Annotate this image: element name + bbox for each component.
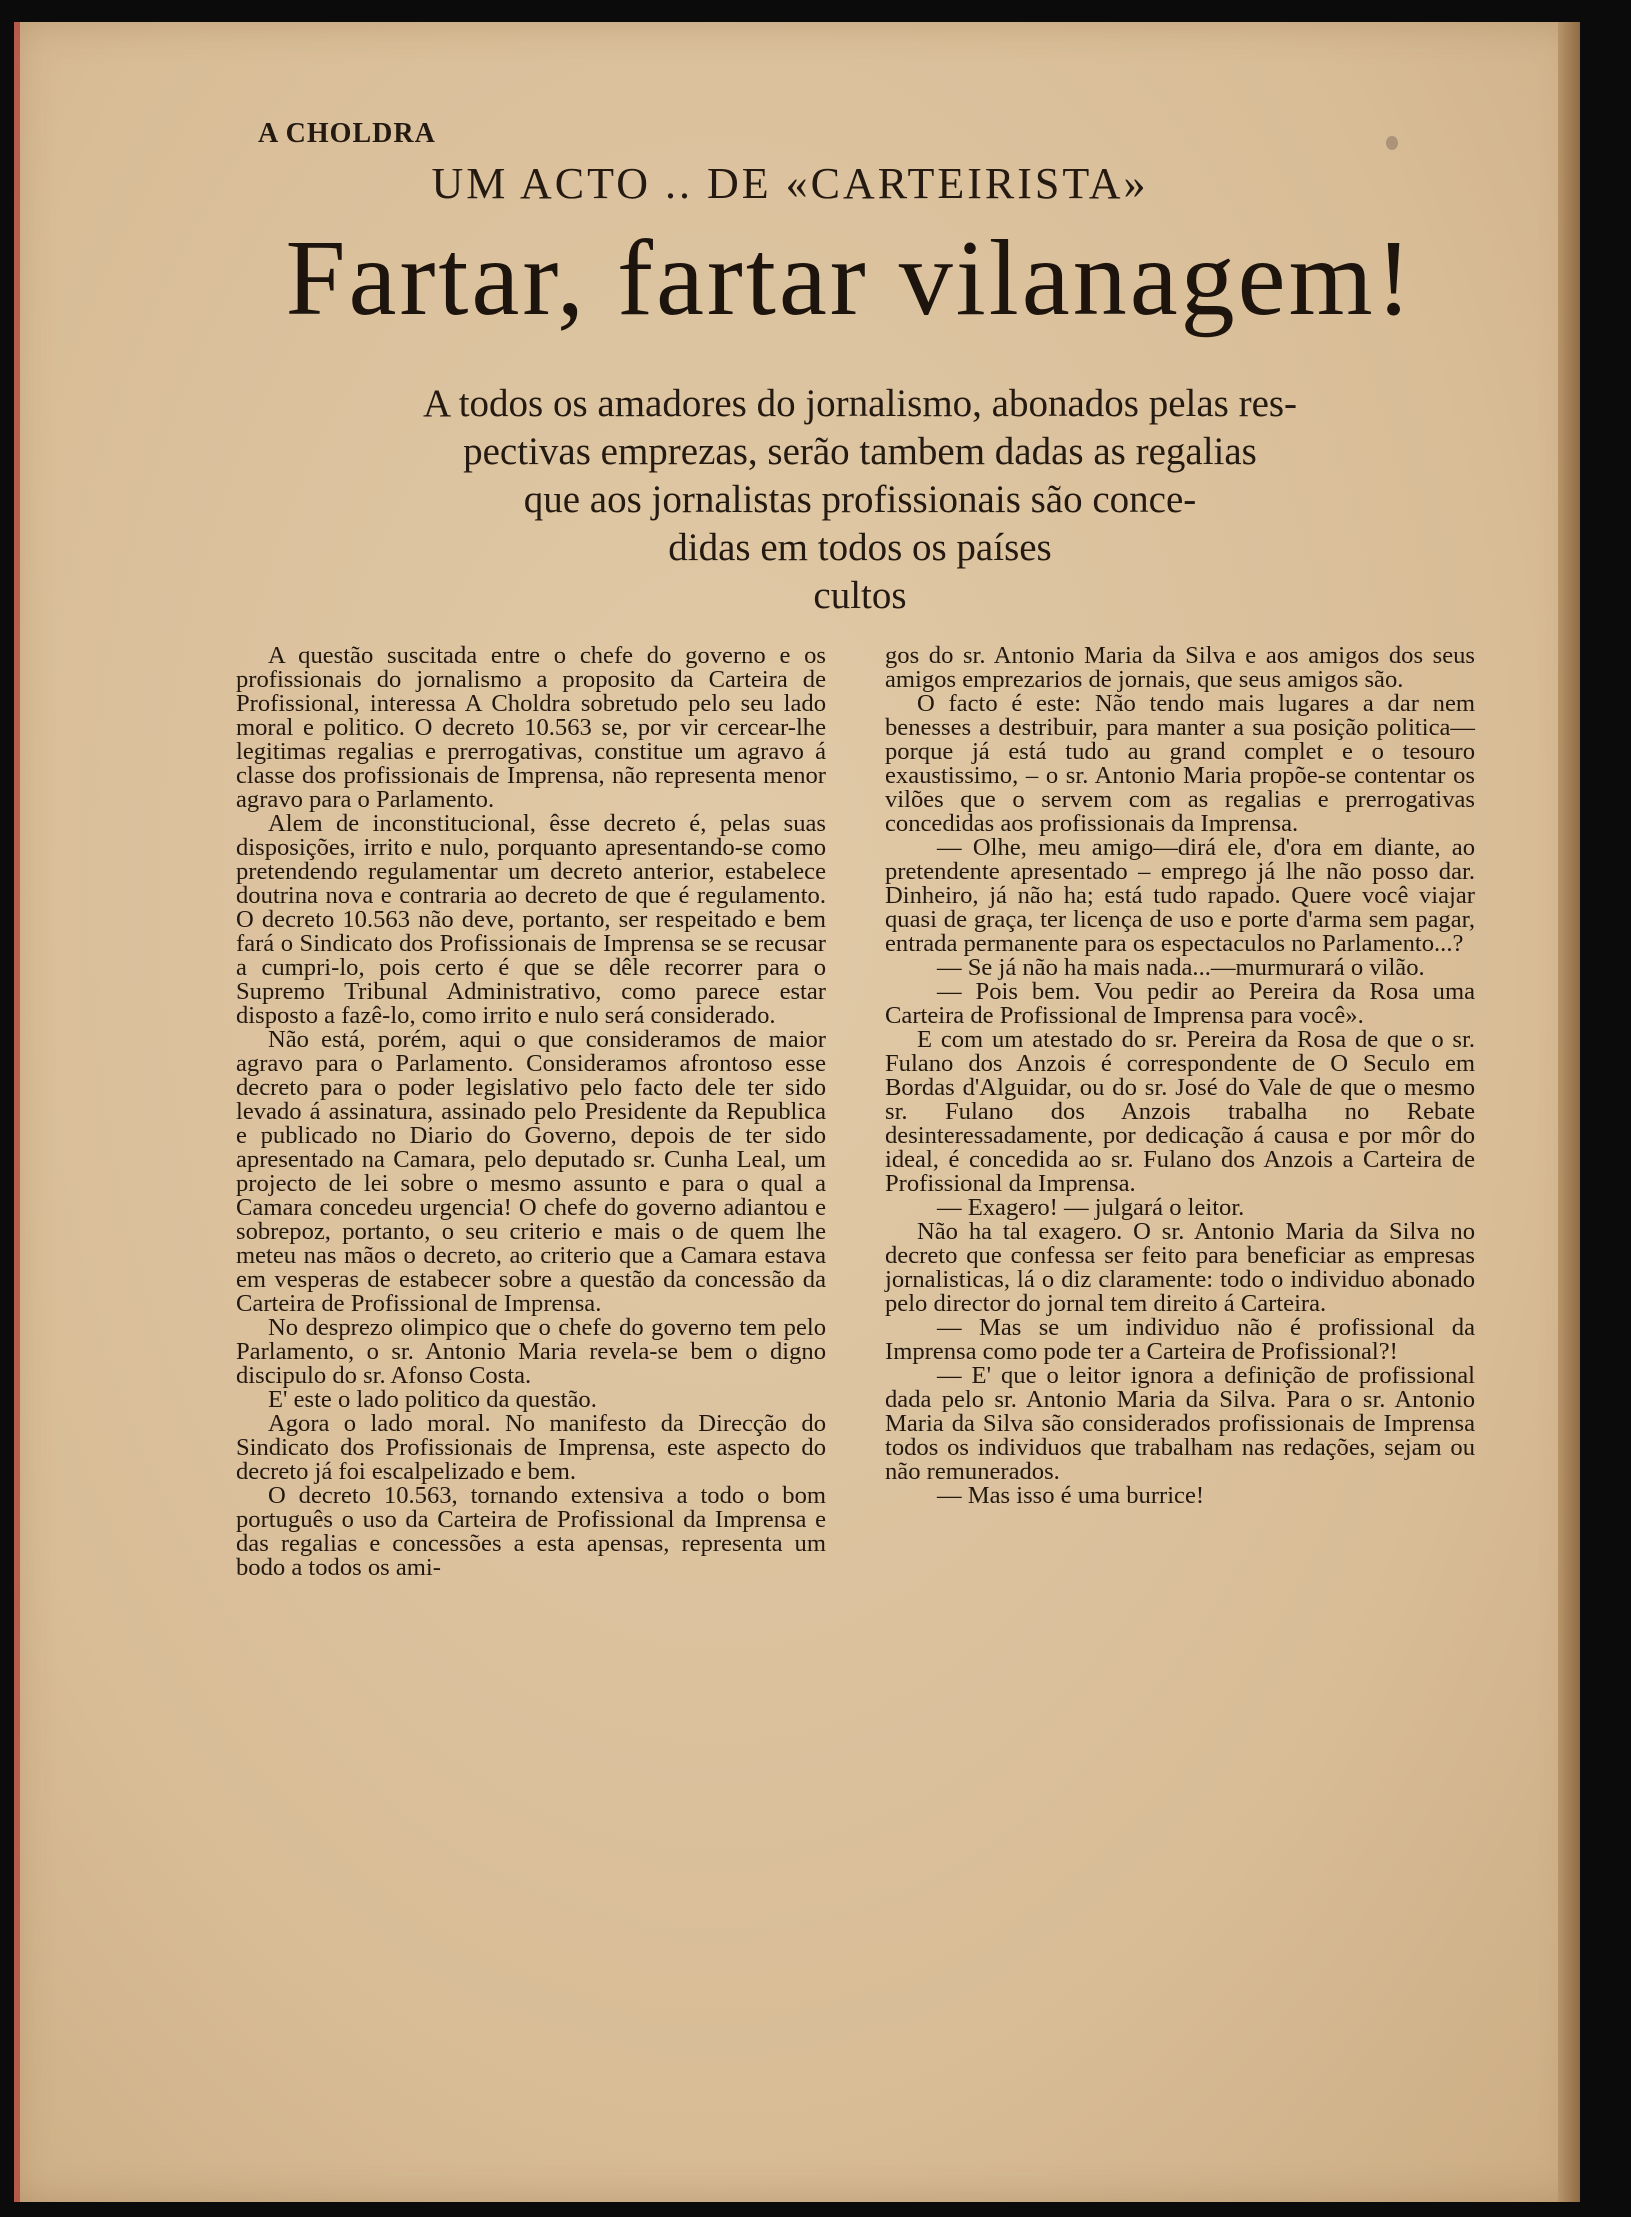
dialogue-paragraph: — E' que o leitor ignora a definição de profissional dada pelo sr. Antonio Maria da Silva. Para o sr. Antonio Maria da Silva são considerados profissionais de Imprensa todos os individuos que trabalham nas redações, sejam ou não remunerados. bbox=[885, 1362, 1475, 1485]
dialogue-paragraph: — Mas se um individuo não é profissional da Imprensa como pode ter a Carteira de Profissional?! bbox=[885, 1314, 1475, 1365]
kicker: UM ACTO .. DE «CARTEIRISTA» bbox=[431, 159, 1149, 208]
dialogue-paragraph: — Exagero! — julgará o leitor. bbox=[937, 1194, 1245, 1221]
paragraph: Alem de inconstitucional, êsse decreto é, pelas suas disposições, irrito e nulo, porquanto apresentando-se como pretendendo regulamentar um decreto anterior, estabelece doutrina nova e contraria ao decreto de que é regulamento. O decreto 10.563 não deve, portanto, ser respeitado e bem fará o Sindicato dos Profissionais de Imprensa se se recusar a cumpri-lo, pois certo é que se dêle recorrer para o Supremo Tribunal Administrativo, como parece estar disposto a fazê-lo, como irrito e nulo será considerado. bbox=[236, 810, 826, 1029]
article-column-left bbox=[236, 644, 826, 1580]
deck-line: cultos bbox=[813, 574, 907, 617]
paragraph: A questão suscitada entre o chefe do governo e os profissionais do jornalismo a proposito da Carteira de Profissional, interessa A Choldra sobretudo pelo seu lado moral e politico. O decreto 10.563 se, por vir cercear-lhe legitimas regalias e prerrogativas, constitue um agravo á classe dos profissionais de Imprensa, não representa menor agravo para o Parlamento. bbox=[236, 642, 826, 813]
paragraph: No desprezo olimpico que o chefe do governo tem pelo Parlamento, o sr. Antonio Maria revela-se bem o digno discipulo do sr. Afonso Costa. bbox=[236, 1314, 826, 1389]
page-edge-stain bbox=[14, 22, 20, 2202]
paragraph: E com um atestado do sr. Pereira da Rosa de que o sr. Fulano dos Anzois é correspondente de O Seculo em Bordas d'Alguidar, ou do sr. José do Vale de que o mesmo sr. Fulano dos Anzois trabalha no Rebate desinteressadamente, por dedicação á causa e por môr do ideal, é concedida ao sr. Fulano dos Anzois a Carteira de Profissional da Imprensa. bbox=[885, 1026, 1475, 1197]
headline: Fartar, fartar vilanagem! bbox=[285, 219, 1415, 338]
deck-line: pectivas emprezas, serão tambem dadas as regalias bbox=[463, 430, 1257, 473]
deck-line: que aos jornalistas profissionais são conce- bbox=[523, 478, 1197, 521]
paragraph: Não está, porém, aqui o que consideramos de maior agravo para o Parlamento. Consideramos afrontoso esse decreto para o poder legislativo pelo facto dele ter sido levado á assinatura, assinado pelo Presidente da Republica e publicado no Diario do Governo, depois de ter sido apresentado na Camara, pelo deputado sr. Cunha Leal, um projecto de lei sobre o mesmo assunto e para o qual a Camara concedeu urgencia! O chefe do governo adiantou e sobrepoz, portanto, o seu criterio e mais o de quem lhe meteu nas mãos o decreto, ao criterio que a Camara estava em vesperas de estabecer sobre a questão da concessão da Carteira de Profissional de Imprensa. bbox=[236, 1026, 826, 1317]
paper-speck bbox=[1386, 136, 1398, 150]
paragraph: Agora o lado moral. No manifesto da Direcção do Sindicato dos Profissionais de Imprensa, este aspecto do decreto já foi escalpelizado e bem. bbox=[236, 1410, 826, 1485]
dialogue-paragraph: — Se já não ha mais nada...—murmurará o vilão. bbox=[937, 954, 1425, 981]
deck bbox=[270, 380, 1450, 620]
paragraph: O decreto 10.563, tornando extensiva a todo o bom português o uso da Carteira de Profissional da Imprensa e das regalias e concessões a esta apensas, representa um bodo a todos os ami- bbox=[236, 1482, 826, 1581]
paragraph: gos do sr. Antonio Maria da Silva e aos amigos dos seus amigos emprezarios de jornais, que seus amigos são. bbox=[885, 642, 1475, 693]
deck-line: didas em todos os países bbox=[668, 526, 1052, 569]
dialogue-paragraph: — Olhe, meu amigo—dirá ele, d'ora em diante, ao pretendente apresentado – emprego já lhe não posso dar. Dinheiro, já não ha; está tudo rapado. Quere você viajar quasi de graça, ter licença de uso e porte d'arma sem pagar, entrada permanente para os espectaculos no Parlamento...? bbox=[885, 834, 1475, 957]
dialogue-paragraph: — Pois bem. Vou pedir ao Pereira da Rosa uma Carteira de Profissional de Imprensa para você». bbox=[885, 978, 1475, 1029]
dialogue-paragraph: — Mas isso é uma burrice! bbox=[937, 1482, 1205, 1509]
page-spine bbox=[1558, 22, 1580, 2202]
deck-line: A todos os amadores do jornalismo, abonados pelas res- bbox=[422, 382, 1298, 425]
paragraph: Não ha tal exagero. O sr. Antonio Maria da Silva no decreto que confessa ser feito para beneficiar as empresas jornalisticas, lá o diz claramente: todo o individuo abonado pelo director do jornal tem direito á Carteira. bbox=[885, 1218, 1475, 1317]
paragraph: E' este o lado politico da questão. bbox=[268, 1386, 597, 1413]
paragraph: O facto é este: Não tendo mais lugares a dar nem benesses a destribuir, para manter a sua posição politica—porque já está tudo au grand complet e o tesouro exaustissimo, – o sr. Antonio Maria propõe-se contentar os vilões que o servem com as regalias e prerrogativas concedidas aos profissionais da Imprensa. bbox=[885, 690, 1475, 837]
running-head: A CHOLDRA bbox=[258, 118, 436, 149]
article-column-right bbox=[885, 644, 1475, 1508]
